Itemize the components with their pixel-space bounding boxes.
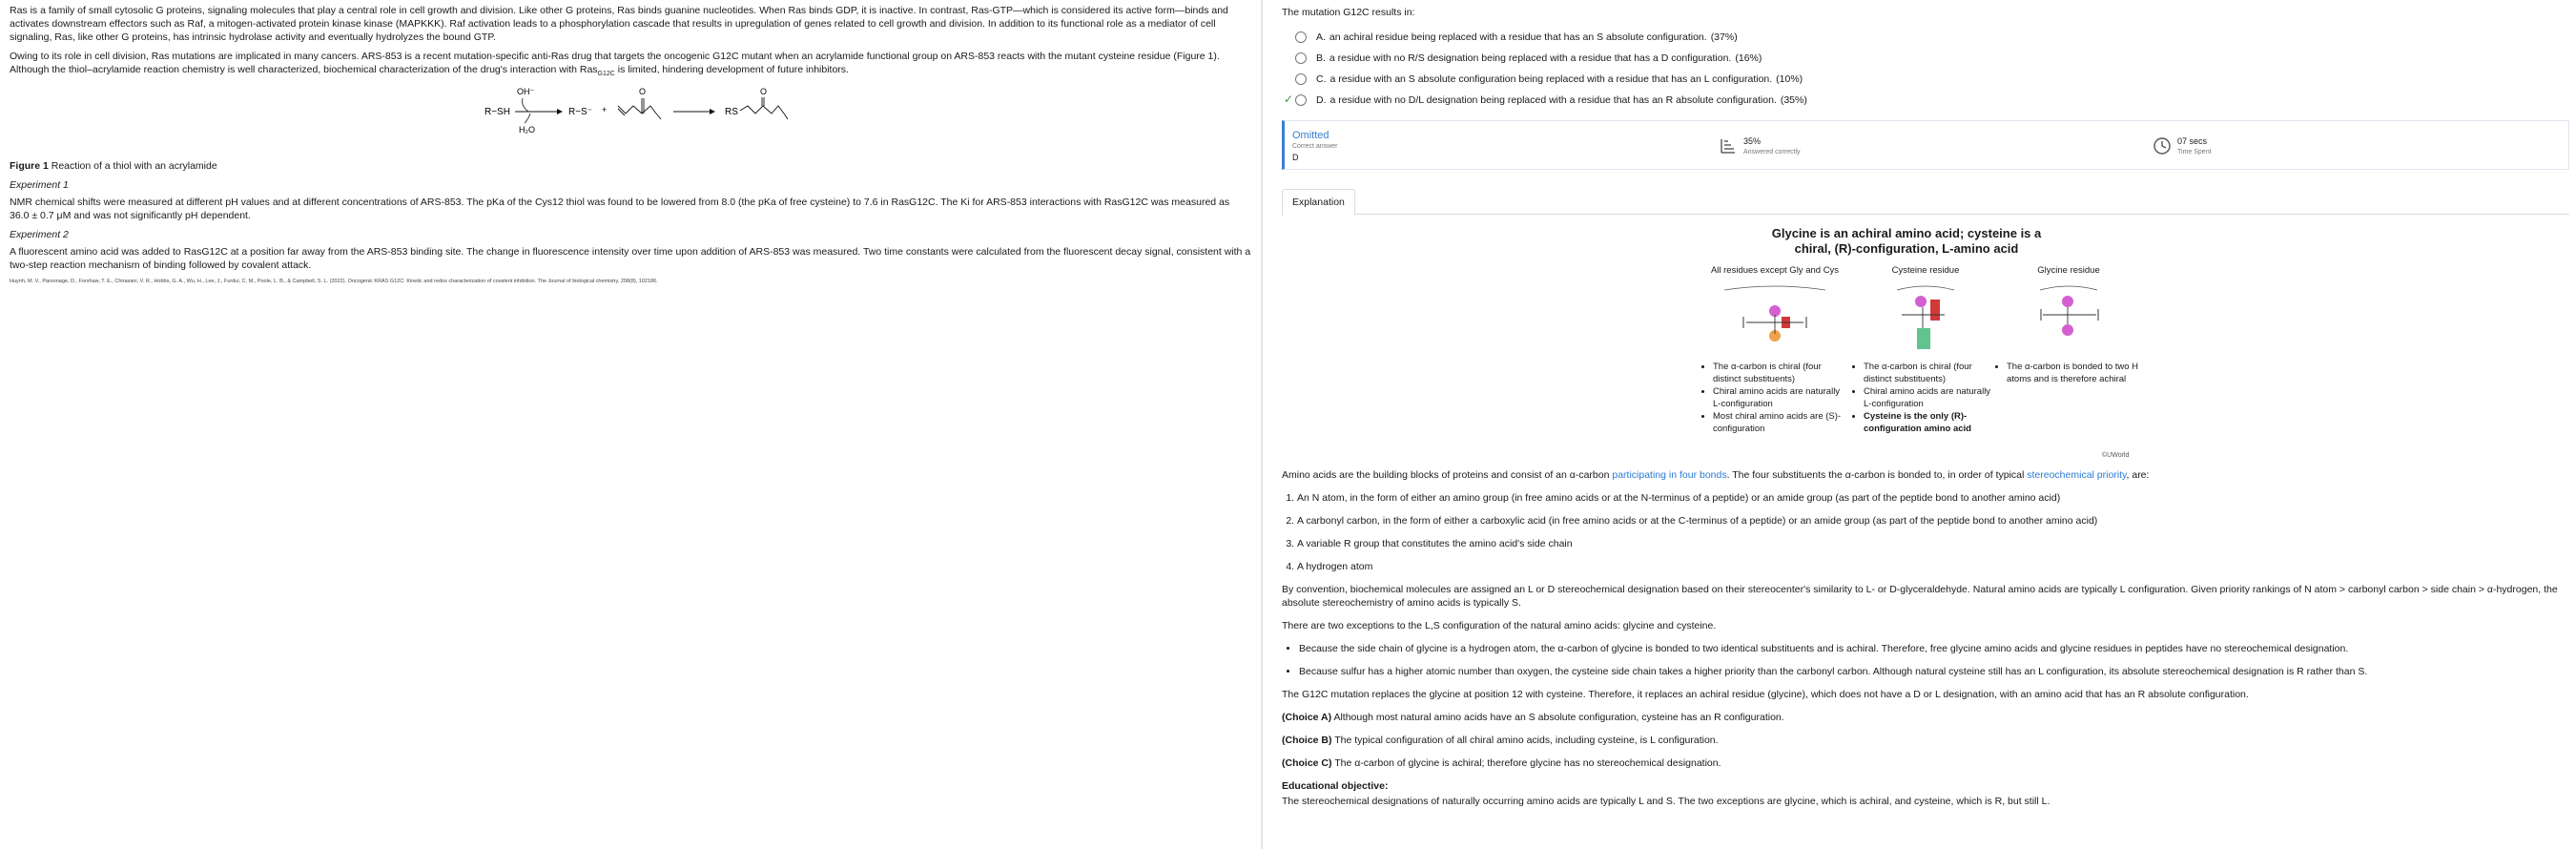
- choice-b-explanation: (Choice B) The typical configuration of all chiral amino acids, including cysteine, is L configuration.: [1282, 735, 1719, 746]
- answer-stats-bar: [1282, 120, 2569, 170]
- question-pane: [1272, 0, 2569, 849]
- convention-paragraph: By convention, biochemical molecules are assigned an L or D stereochemical designation based on their stereocenter's similarity to L- or D-glyceraldehyde. Natural amino acids are typically L configuration. Given priority rankings of N atom > carbonyl carbon > side chain > α-hydrogen, the absolute stereochemistry of amino acids is typically S.: [1282, 584, 2558, 609]
- time-spent-stat: 07 secs Time Spent: [2153, 135, 2212, 156]
- answer-choices: [1284, 27, 2569, 111]
- choice-b[interactable]: B. a residue with no R/S designation being replaced with a residue that has a D configuration. (16%): [1295, 48, 2569, 69]
- passage-paragraph-2: Owing to its role in cell division, Ras mutations are implicated in many cancers. ARS-853 is a recent mutation-specific anti-Ras drug that targets the oncogenic G12C mutant when an acrylamide functional group on ARS-853 reacts with the mutant cysteine residue (Figure 1). Although the thiol–acrylamide reaction chemistry is well characterized, biochemical characterization of the drug's interaction with Ras$_{G12C}$ is limited, hindering development of future inhibitors.: [10, 51, 1220, 78]
- hydroxide-label: OH⁻: [517, 87, 535, 97]
- explanation-body: [1282, 468, 2569, 808]
- acrylamide-skeleton: [618, 106, 656, 114]
- choice-a[interactable]: A. an achiral residue being replaced with a residue that has an S absolute configuration. (37%): [1295, 27, 2569, 48]
- product-rs-label: RS: [725, 107, 738, 118]
- column-other-residues: All residues except Gly and Cys • The α-carbon is chiral (four distinct substituents) • Chiral amino acids are naturally L-configuration • Most chiral amino acids are (S)-configuration: [1703, 264, 1846, 435]
- list-item: 1. An N atom, in the form of either an amino group (in free amino acids or at the N-terminus of a peptide) or an amide group (as part of the peptide bond to another amino acid): [1297, 491, 2569, 505]
- clock-icon: [2153, 136, 2172, 155]
- educational-objective: The stereochemical designations of naturally occurring amino acids are typically L and S. The two exceptions are glycine, which is achiral, and cysteine, which is R, but still L.: [1282, 796, 2050, 807]
- uworld-credit: ©UWorld: [2102, 452, 2130, 459]
- product-oxygen: O: [760, 87, 768, 97]
- list-item: • Because the side chain of glycine is a hydrogen atom, the α-carbon of glycine is bonded to two identical substituents and is achiral. Therefore, free glycine amino acids and glycine residues in peptides have no stereochemical designation.: [1299, 642, 2569, 655]
- tab-explanation[interactable]: Explanation: [1282, 189, 1355, 216]
- column-glycine: Glycine residue • The α-carbon is bonded to two H atoms and is therefore achiral: [1997, 264, 2140, 385]
- explanation-figure: [1272, 226, 2569, 465]
- acrylamide-oxygen: O: [639, 87, 647, 97]
- hydroxide-arrow: [523, 98, 528, 112]
- choice-c[interactable]: C. a residue with an S absolute configuration being replaced with a residue that has an L configuration. (10%): [1295, 69, 2569, 90]
- link-four-bonds[interactable]: participating in four bonds: [1612, 469, 1727, 481]
- experiment-1-heading: Experiment 1: [10, 179, 69, 192]
- explanation-intro: Amino acids are the building blocks of proteins and consist of an α-carbon participating in four bonds. The four substituents the α-carbon is bonded to, in order of typical stereochemical priority, are:: [1282, 469, 2150, 481]
- product-skeleton: [740, 106, 784, 114]
- list-item: 3. A variable R group that constitutes the amino acid's side chain: [1297, 537, 2569, 550]
- list-item: • Because sulfur has a higher atomic number than oxygen, the cysteine side chain takes a higher priority than the carbonyl carbon. Although natural cysteine still has an L configuration, its absolute stereochemical designation is R rather than S.: [1299, 665, 2569, 678]
- choice-a-explanation: (Choice A) Although most natural amino acids have an S absolute configuration, cysteine has an R configuration.: [1282, 712, 1784, 723]
- exceptions-list: [1282, 642, 2569, 678]
- passage-pane: [0, 0, 1261, 849]
- question-stem: The mutation G12C results in:: [1282, 7, 1415, 18]
- correct-answer-value: D: [1292, 153, 1299, 162]
- thiol-label: R−SH: [484, 107, 510, 118]
- thiolate-label: R−S⁻: [568, 107, 593, 118]
- status-omitted: Omitted Correct answer D: [1292, 130, 1338, 162]
- radio-d[interactable]: [1295, 94, 1307, 106]
- explanation-tabs: [1282, 189, 2569, 215]
- experiment-1-text: NMR chemical shifts were measured at different pH values and at different concentrations of ARS-853. The pKa of the Cys12 thiol was found to be lowered from 8.0 (the pKa of free cysteine) to 7.6 in RasG12C. The Ki for ARS-853 interactions with RasG12C was measured as 36.0 ± 0.7 μM and was not significantly pH dependent.: [10, 197, 1230, 222]
- bar-chart-icon: [1719, 136, 1738, 155]
- reaction-scheme: [475, 87, 799, 155]
- plus-sign: +: [602, 105, 608, 115]
- choice-c-explanation: (Choice C) The α-carbon of glycine is achiral; therefore glycine has no stereochemical designation.: [1282, 757, 1721, 769]
- glycine-structure: [1997, 280, 2140, 357]
- radio-c[interactable]: [1295, 73, 1307, 85]
- link-stereochemical-priority[interactable]: stereochemical priority: [2027, 469, 2127, 481]
- radio-b[interactable]: [1295, 52, 1307, 64]
- exceptions-paragraph: There are two exceptions to the L,S configuration of the natural amino acids: glycine and cysteine.: [1282, 620, 1717, 632]
- radio-a[interactable]: [1295, 31, 1307, 43]
- choice-d[interactable]: ✓ D. a residue with no D/L designation being replaced with a residue that has an R absolute configuration. (35%): [1284, 93, 1807, 106]
- educational-objective-heading: Educational objective:: [1282, 780, 1389, 792]
- pane-divider[interactable]: [1261, 0, 1263, 849]
- answered-correctly-stat: 35% Answered correctly: [1719, 135, 1801, 156]
- experiment-2-heading: Experiment 2: [10, 229, 69, 241]
- water-label: H₂O: [519, 125, 535, 135]
- cysteine-structure: [1854, 280, 1997, 357]
- passage-paragraph-1: Ras is a family of small cytosolic G proteins, signaling molecules that play a central role in cell growth and division. Like other G proteins, Ras binds guanine nucleotides. When Ras binds GDP, it is inactive. In contrast, Ras-GTP—which is considered its active form—binds and activates downstream effectors such as Raf, a mitogen-activated protein kinase kinase (MAPKKK). Raf activation leads to a phosphorylation cascade that results in upregulation of genes related to cell growth and division. In addition to its functional role as a mediator of cell signaling, Ras, like other G proteins, has intrinsic hydrolase activity and eventually hydrolyzes the bound GTP.: [10, 5, 1228, 43]
- substituent-list: [1282, 491, 2569, 573]
- explanation-figure-title: Glycine is an achiral amino acid; cysteine is a chiral, (R)-configuration, L-amino acid: [1771, 226, 2042, 256]
- g12c-paragraph: The G12C mutation replaces the glycine at position 12 with cysteine. Therefore, it replaces an achiral residue (glycine), which does not have a D or L designation, with an amino acid that has an R absolute configuration.: [1282, 689, 2249, 700]
- list-item: 4. A hydrogen atom: [1297, 560, 2569, 573]
- figure-1-caption: Figure 1 Reaction of a thiol with an acrylamide: [10, 160, 217, 173]
- generic-residue-structure: [1703, 280, 1846, 357]
- list-item: 2. A carbonyl carbon, in the form of either a carboxylic acid (in free amino acids or at the C-terminus of a peptide) or an amide group (as part of the peptide bond to another amino acid): [1297, 514, 2569, 528]
- figure-1-reaction: [10, 87, 1251, 155]
- experiment-2-text: A fluorescent amino acid was added to RasG12C at a position far away from the ARS-853 binding site. The change in fluorescence intensity over time upon addition of ARS-853 was measured. Two time constants were calculated from the fluorescent decay signal, consistent with a two-step reaction mechanism of binding followed by covalent attack.: [10, 246, 1251, 272]
- correct-check-icon: ✓: [1284, 93, 1294, 106]
- citation: Huynh, M. V., Parsonage, D., Forshaw, T. E., Chirasani, V. R., Hobbs, G. A., Wu, H., Lee, J., Furdui, C. M., Poole, L. B., & Campbell, S. L. (2022). Oncogenic KRAS G12C: Kinetic and redox characterization of covalent inhibition. The Journal of biological chemistry, 298(8), 102186.: [10, 279, 658, 285]
- column-cysteine: Cysteine residue • The α-carbon is chiral (four distinct substituents) • Chiral amino acids are naturally L-configuration • Cysteine is the only (R)-configuration amino acid: [1854, 264, 1997, 435]
